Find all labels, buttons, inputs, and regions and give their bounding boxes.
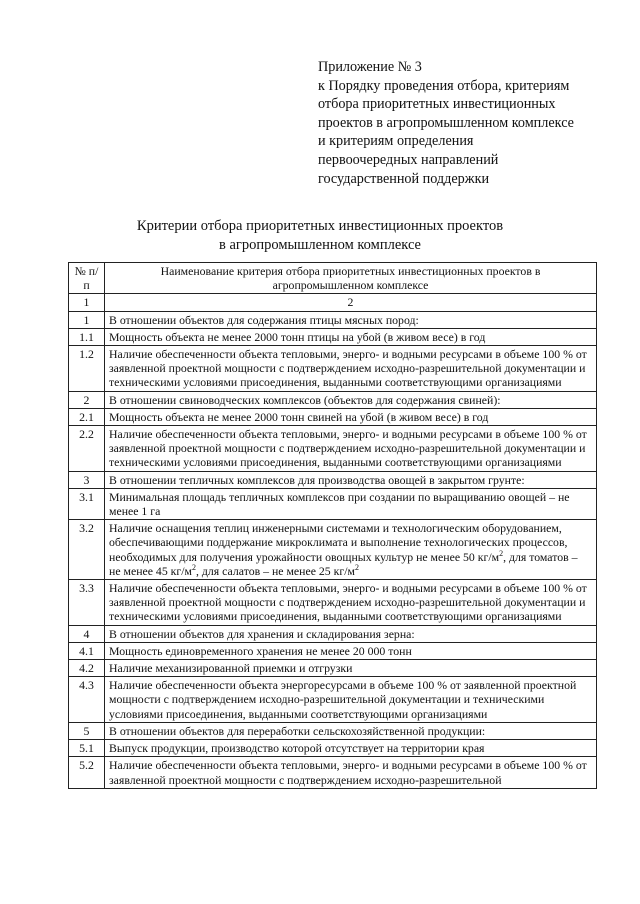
row-number: 4 [69, 625, 105, 642]
row-number: 3 [69, 471, 105, 488]
superscript: 2 [354, 562, 359, 572]
table-row [69, 722, 597, 739]
appendix-note [318, 58, 618, 188]
row-number: 5.2 [69, 757, 105, 788]
text-fragment: , для салатов – не менее 25 кг/м [196, 563, 355, 578]
row-number: 5.1 [69, 740, 105, 757]
criterion-text: В отношении объектов для содержания птицы мясных пород: [105, 311, 597, 328]
row-number: 4.1 [69, 642, 105, 659]
appendix-line: и критериям определения [318, 133, 474, 150]
criterion-text: Минимальная площадь тепличных комплексов при создании по выращиванию овощей – не менее 1 га [105, 488, 597, 519]
table-header-row [69, 263, 597, 294]
table-row [69, 488, 597, 519]
row-number: 3.2 [69, 520, 105, 580]
title-line-2: в агропромышленном комплексе [218, 236, 421, 253]
appendix-line: государственной поддержки [318, 170, 490, 187]
column-number-1: 1 [69, 294, 105, 311]
appendix-line: проектов в агропромышленном комплексе [318, 114, 574, 131]
row-number: 1 [69, 311, 105, 328]
column-number-2: 2 [105, 294, 597, 311]
appendix-line: отбора приоритетных инвестиционных [318, 96, 556, 113]
criteria-table [68, 262, 597, 789]
criterion-text: Мощность единовременного хранения не менее 20 000 тонн [105, 642, 597, 659]
header-name: Наименование критерия отбора приоритетных инвестиционных проектов в агропромышленном комплексе [105, 263, 597, 294]
row-number: 2.1 [69, 408, 105, 425]
row-number: 4.2 [69, 660, 105, 677]
criterion-text: Наличие обеспеченности объекта энергоресурсами в объеме 100 % от заявленной проектной мощности с подтверждением исходно-разрешительной документации и техническими условиями присоединения, выданными соответствующими организациями [105, 677, 597, 723]
criterion-text: Мощность объекта не менее 2000 тонн птицы на убой (в живом весе) в год [105, 328, 597, 345]
table-row [69, 757, 597, 788]
criterion-text: Мощность объекта не менее 2000 тонн свиней на убой (в живом весе) в год [105, 408, 597, 425]
appendix-line: Приложение № 3 [318, 59, 422, 75]
criterion-text: Наличие обеспеченности объекта тепловыми, энерго- и водными ресурсами в объеме 100 % от заявленной проектной мощности с подтверждением исходно-разрешительной документации и техническими условиями присоединения, выданными соответствующими организациями [105, 580, 597, 626]
row-number: 2.2 [69, 426, 105, 472]
document-title [0, 217, 640, 254]
criterion-text: В отношении свиноводческих комплексов (объектов для содержания свиней): [105, 391, 597, 408]
column-number-row [69, 294, 597, 311]
table-row [69, 328, 597, 345]
table-row [69, 408, 597, 425]
criterion-text: В отношении объектов для хранения и складирования зерна: [105, 625, 597, 642]
criterion-text [105, 520, 597, 580]
row-number: 3.3 [69, 580, 105, 626]
criterion-text: Наличие обеспеченности объекта тепловыми, энерго- и водными ресурсами в объеме 100 % от заявленной проектной мощности с подтверждением исходно-разрешительной [105, 757, 597, 788]
table-row [69, 311, 597, 328]
criterion-text: В отношении тепличных комплексов для производства овощей в закрытом грунте: [105, 471, 597, 488]
appendix-line: к Порядку проведения отбора, критериям [318, 77, 570, 94]
table-row [69, 625, 597, 642]
table-row [69, 740, 597, 757]
row-number: 5 [69, 722, 105, 739]
row-number: 1.2 [69, 346, 105, 392]
table-row [69, 391, 597, 408]
table-row [69, 471, 597, 488]
table-row [69, 520, 597, 580]
table-row [69, 580, 597, 626]
table-row [69, 426, 597, 472]
table-row [69, 660, 597, 677]
superscript: 2 [192, 562, 196, 572]
appendix-line: первоочередных направлений [318, 151, 499, 168]
row-number: 1.1 [69, 328, 105, 345]
title-line-1: Критерии отбора приоритетных инвестиционных проектов [136, 218, 504, 234]
row-number: 2 [69, 391, 105, 408]
header-num: № п/п [69, 263, 105, 294]
table-row [69, 642, 597, 659]
text-fragment: Наличие оснащения теплиц инженерными системами и технологическим оборудованием, обеспечивающими поддержание микроклимата и выполнение технологических процессов, необходимых для получения урожайности овощных культур не менее 50 кг/м [109, 521, 568, 564]
criterion-text: Наличие механизированной приемки и отгрузки [105, 660, 597, 677]
criterion-text: Выпуск продукции, производство которой отсутствует на территории края [105, 740, 597, 757]
table-row [69, 346, 597, 392]
table-row [69, 677, 597, 723]
criterion-text: Наличие обеспеченности объекта тепловыми, энерго- и водными ресурсами в объеме 100 % от заявленной проектной мощности с подтверждением исходно-разрешительной документации и техническими условиями присоединения, выданными соответствующими организациями [105, 426, 597, 472]
criterion-text: В отношении объектов для переработки сельскохозяйственной продукции: [105, 722, 597, 739]
text-fragment: , для томатов – не менее 45 кг/м [109, 549, 578, 578]
superscript: 2 [499, 548, 504, 558]
criterion-text: Наличие обеспеченности объекта тепловыми, энерго- и водными ресурсами в объеме 100 % от заявленной проектной мощности с подтверждением исходно-разрешительной документации и техническими условиями присоединения, выданными соответствующими организациями [105, 346, 597, 392]
row-number: 4.3 [69, 677, 105, 723]
criteria-table-body [69, 311, 597, 788]
row-number: 3.1 [69, 488, 105, 519]
